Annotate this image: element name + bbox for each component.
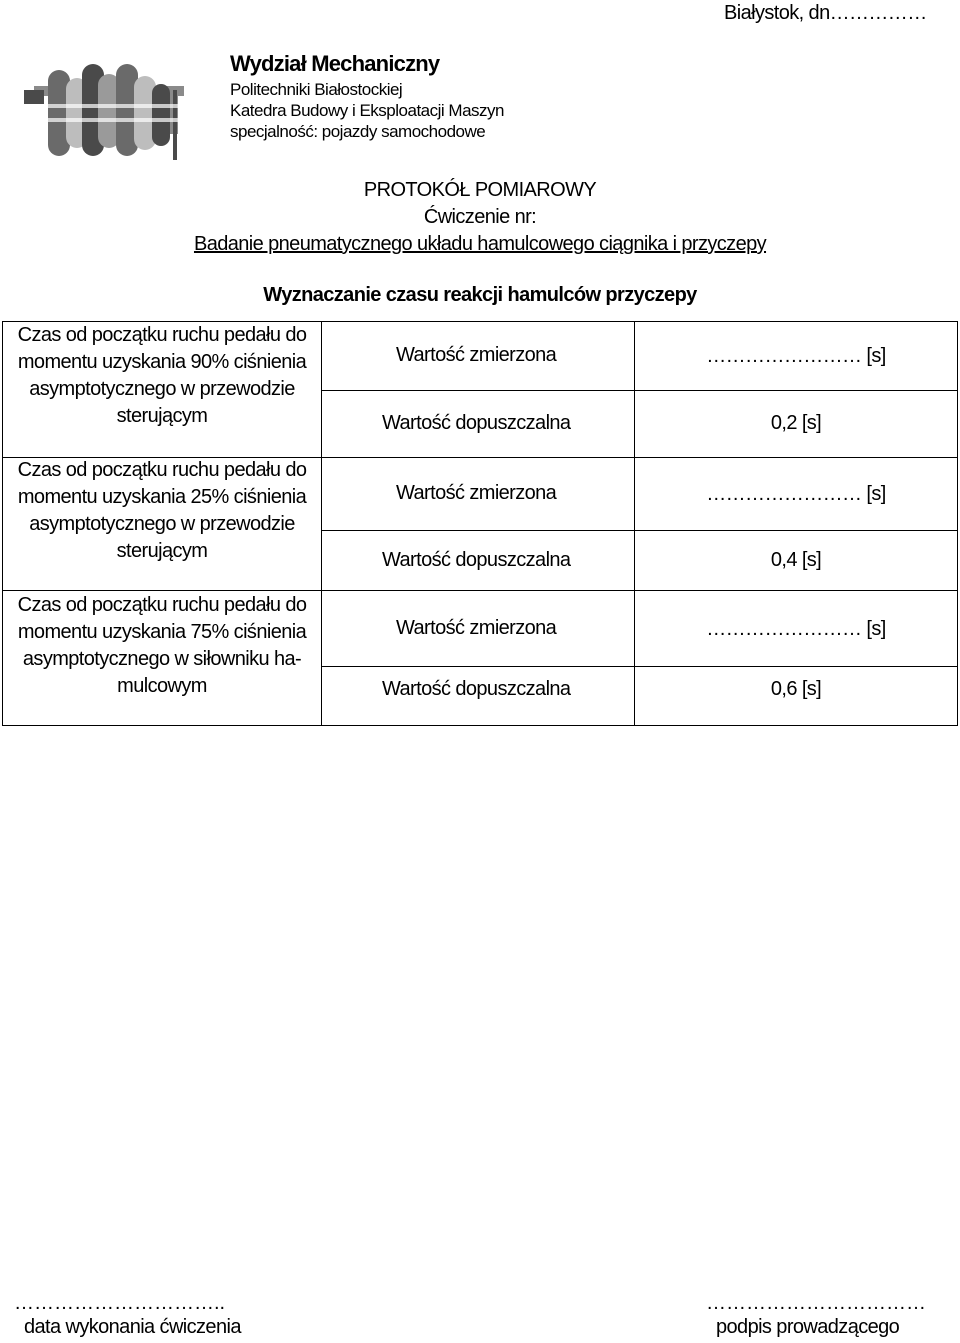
measured-value-field[interactable]: …………………… [s] (706, 483, 886, 505)
allowed-label: Wartość dopuszczalna (382, 678, 571, 700)
university-name: Politechniki Białostockiej (230, 80, 403, 99)
place-date-line: Białystok, dn…………… (724, 2, 927, 24)
institution-block (230, 53, 504, 140)
measured-value-field[interactable]: …………………… [s] (706, 618, 886, 640)
supervisor-signature-label: podpis prowadzącego (716, 1316, 900, 1338)
measured-label: Wartość zmierzona (396, 344, 557, 366)
protocol-title: PROTOKÓŁ POMIAROWY (363, 179, 597, 201)
supervisor-signature-line[interactable]: …………………………… (706, 1292, 926, 1314)
row-description: Czas od początku ruchu pedału do momentu uzyskania 25% ciśnienia asymptotycznego w przewodzie sterującym (17, 459, 307, 562)
measurement-table (2, 321, 958, 726)
date-signature-line[interactable]: ………………………….. (14, 1292, 226, 1314)
allowed-label: Wartość dopuszczalna (382, 412, 571, 434)
row-description: Czas od początku ruchu pedału do momentu uzyskania 75% ciśnienia asymptotycznego w siłowniku ha- mulcowym (17, 594, 307, 697)
exercise-subject: Badanie pneumatycznego układu hamulcowego ciągnika i przyczepy (193, 233, 767, 255)
specialty: specjalność: pojazdy samochodowe (230, 122, 486, 141)
exercise-number: Ćwiczenie nr: (423, 206, 537, 228)
measured-value-field[interactable]: …………………… [s] (706, 345, 886, 367)
measured-label: Wartość zmierzona (396, 482, 557, 504)
row-description: Czas od początku ruchu pedału do momentu uzyskania 90% ciśnienia asymptotycznego w przewodzie sterującym (17, 324, 307, 427)
department-name: Katedra Budowy i Eksploatacji Maszyn (230, 101, 504, 120)
allowed-label: Wartość dopuszczalna (382, 549, 571, 571)
faculty-logo (20, 60, 190, 162)
allowed-value: 0,4 [s] (770, 549, 822, 571)
faculty-name: Wydział Mechaniczny (230, 51, 440, 76)
measured-label: Wartość zmierzona (396, 617, 557, 639)
protocol-header (0, 177, 960, 258)
allowed-value: 0,2 [s] (770, 412, 822, 434)
date-label: data wykonania ćwiczenia (24, 1316, 241, 1338)
allowed-value: 0,6 [s] (770, 678, 822, 700)
section-heading: Wyznaczanie czasu reakcji hamulców przyczepy (263, 284, 697, 306)
